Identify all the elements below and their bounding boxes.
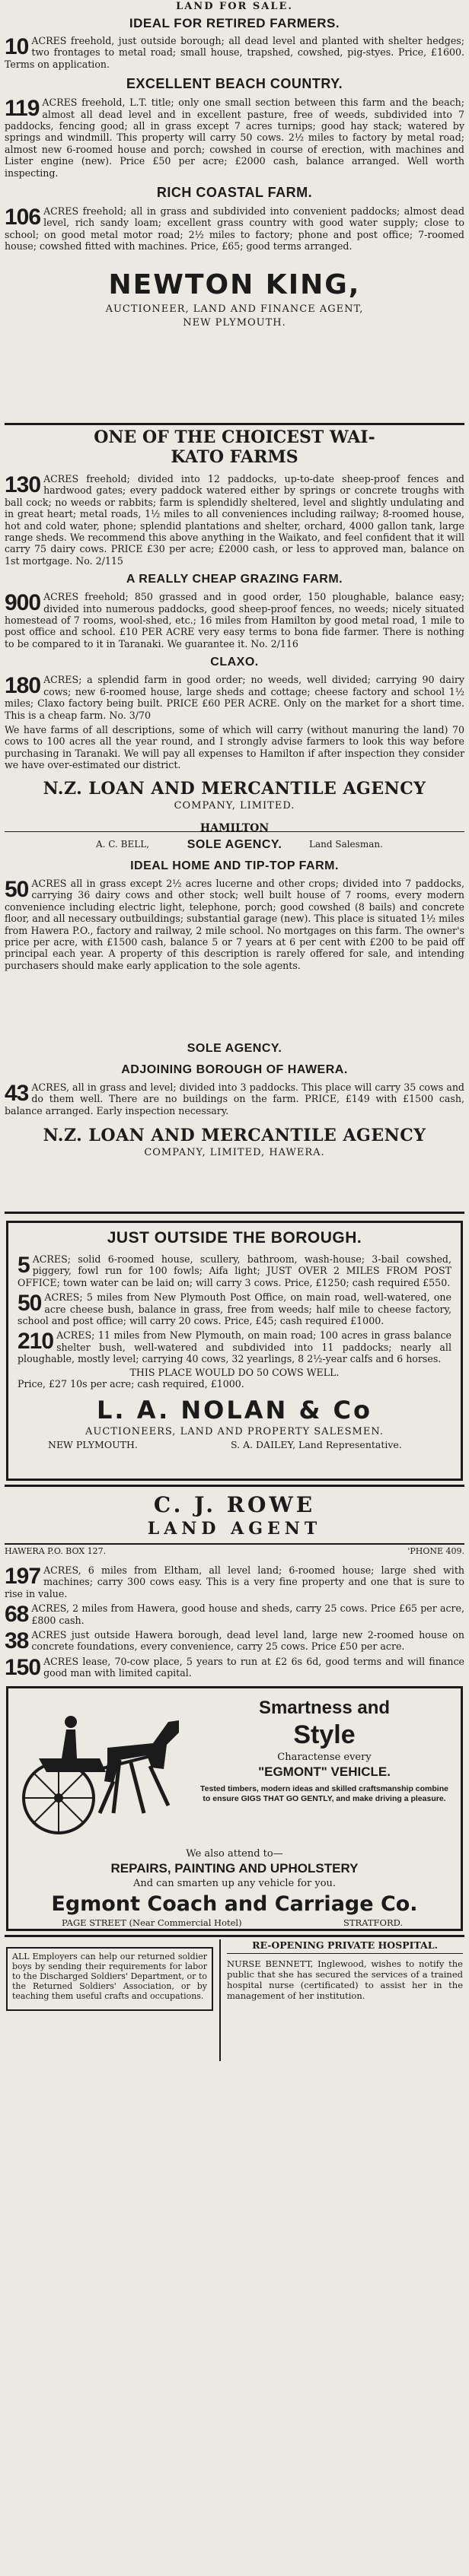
- agent-name: A. C. BELL,: [96, 838, 150, 850]
- listing-text: ACRES just outside Hawera borough, dead level land, large new 2-roomed house on concrete foundations, every convenience, carry 25 cows. Price £50 per acre.: [31, 1629, 464, 1653]
- listing: [5, 878, 464, 971]
- listing: [5, 473, 464, 567]
- rowe-box: HAWERA P.O. BOX 127.: [5, 1546, 107, 1556]
- listing-acres: 10: [5, 34, 29, 59]
- soldiers-notice: [6, 1947, 213, 2011]
- adjoining-heading: ADJOINING BOROUGH OF HAWERA.: [121, 1063, 348, 1076]
- smarten-line: And can smarten up any vehicle for you.: [132, 1878, 337, 1889]
- top-header: [5, 0, 464, 33]
- listing-acres: 43: [5, 1081, 29, 1106]
- rowe-contact: [5, 1543, 464, 1558]
- listing-text: ACRES freehold; all in grass and subdivided into convenient paddocks; almost dead level, rich sandy loam; excellent grass country with good water supply; close to school; on good metal motor road; 2½ miles to factory; phone and post office; 7-roomed house; cowshed fitted with machines. Price, £65; good terms arranged.: [5, 205, 464, 253]
- listing: [5, 1082, 464, 1116]
- listing-acres: 68: [5, 1602, 29, 1628]
- listing-text: ACRES, 6 miles from Eltham, all level land; 6-roomed house; large shed with machines; carry 300 cows easy. This is a very fine property and one that is sure to rise in value.: [5, 1564, 464, 1599]
- beach-country-heading: EXCELLENT BEACH COUNTRY.: [126, 76, 343, 92]
- listing-acres: 900: [5, 590, 41, 616]
- coach-address: [8, 1917, 461, 1930]
- egmont-vehicle: "EGMONT" VEHICLE.: [258, 1764, 391, 1779]
- listing: [5, 1629, 464, 1653]
- coach-street: PAGE STREET (Near Commercial Hotel): [62, 1917, 242, 1928]
- listing: [5, 591, 464, 650]
- listing-acres: 50: [18, 1291, 42, 1317]
- coach-town: STRATFORD.: [343, 1917, 404, 1928]
- hamilton-label: HAMILTON: [199, 821, 270, 834]
- nolan-town: NEW PLYMOUTH.: [48, 1438, 138, 1450]
- nolan-ad: [6, 1221, 463, 1481]
- listing-text: ACRES; 11 miles from New Plymouth, on main road; 100 acres in grass balance shelter bush, well-watered and subdivided into 11 paddocks; nearly all ploughable, mostly level; carrying 40 cows, 32 yearlings, 8 2½-year calfs and 6 horses.: [18, 1329, 451, 1365]
- listing-acres: 180: [5, 673, 41, 699]
- listing-acres: 197: [5, 1564, 41, 1589]
- listing-text: ACRES, 2 miles from Hawera, good house and sheds, carry 25 cows. Price £65 per acre, £800 cash.: [31, 1602, 464, 1626]
- waikato-heading-line1: ONE OF THE CHOICEST WAI-: [94, 427, 375, 447]
- sole-agency-hawera-ad: [5, 838, 464, 1039]
- listing-text: ACRES lease, 70-cow place, 5 years to run at £2 6s 6d, good terms and will finance good man with limited capital.: [43, 1655, 464, 1679]
- nz-loan-name: N.Z. LOAN AND MERCANTILE AGENCY: [43, 1126, 426, 1146]
- sole-agency-adjoining-ad: [5, 1042, 464, 1202]
- listing: [18, 1291, 451, 1326]
- sole-agency-heading: SOLE AGENCY.: [187, 838, 282, 851]
- retired-farmers-heading: IDEAL FOR RETIRED FARMERS.: [129, 16, 340, 30]
- divider: [5, 1935, 464, 1937]
- rowe-phone: 'PHONE 409.: [407, 1546, 464, 1556]
- rowe-ad: [5, 1492, 464, 1680]
- soldiers-notice-text: ALL Employers can help our returned soldier boys by sending their requirements for labor to the Discharged Soldiers' Department, or to the Returned Soldiers' Association, or by teaching them useful crafts and occupations.: [12, 1952, 207, 2001]
- listing: [5, 35, 464, 70]
- nz-loan-name: N.Z. LOAN AND MERCANTILE AGENCY: [43, 778, 426, 799]
- coach-description: Tested timbers, modern ideas and skilled craftsmanship combine to ensure GIGS THAT GO GENTLY, and make driving a pleasure.: [200, 1784, 448, 1803]
- listing-acres: 38: [5, 1628, 29, 1654]
- attend-line: We also attend to—: [186, 1848, 283, 1860]
- listing-text: ACRES freehold, just outside borough; all dead level and planted with shelter hedges; two frontages to metal road; small house, trapshed, cowshed, pig-styes. Price, £1600. Terms on application.: [5, 35, 464, 70]
- characterise-line: Charactense every: [277, 1752, 372, 1763]
- listing-text: ACRES; solid 6-roomed house, scullery, bathroom, wash-house; 3-bail cowshed, piggery, fowl run for 100 fowls; Aifa light; JUST OVER 2 MILES FROM POST OFFICE; town water can be laid on; will carry 3 cows. Price, £1250; cash required £550.: [18, 1253, 451, 1288]
- listing: [5, 1656, 464, 1679]
- listing-text: ACRES all in grass except 2½ acres lucerne and other crops; divided into 7 paddocks, carrying 36 dairy cows and other stock; well built house of 7 rooms, every modern convenience including electric light, telephone, porch; good cowshed (8 bails) and concrete floor, and all necessary outbuildings; substantial garage (new). This place is situated 1½ miles from Hawera P.O., factory and railway, 2 mile school. No mortgages on this farm. The owner's price per acre, with £1500 cash, balance 5 or 7 years at 6 per cent with £200 to be paid off principal each year. A property of this description is rarely offered for sale, and intending purchasers should make early application to the sole agents.: [5, 878, 464, 971]
- driver: [62, 1716, 77, 1758]
- listing-text: ACRES freehold, L.T. title; only one small section between this farm and the beach; almost all dead level and in excellent pasture, free of weeds, subdivided into 7 paddocks, fencing good; all in grass except 7 acres turnips; good hay stack; watered by springs and windmill. This property will carry 50 cows. 2½ miles to factory by metal road; almost new 6-roomed house and porch; cowshed in course of erection, with machines and Lister engine (new). Price £50 per acre; £2000 cash, balance arranged. Well worth inspecting.: [5, 97, 464, 179]
- nolan-price: Price, £27 10s per acre; cash required, £1000.: [18, 1377, 244, 1390]
- listing-acres: 210: [18, 1329, 54, 1355]
- waikato-heading: [5, 427, 464, 467]
- hospital-heading: RE-OPENING PRIVATE HOSPITAL.: [227, 1939, 463, 1954]
- grazing-farm-heading: A REALLY CHEAP GRAZING FARM.: [126, 573, 343, 586]
- claxo-heading: CLAXO.: [210, 656, 259, 669]
- smartness-heading: Smartness and: [258, 1698, 391, 1718]
- ideal-home-heading: IDEAL HOME AND TIP-TOP FARM.: [130, 859, 339, 872]
- land-for-sale-header: LAND FOR SALE.: [176, 1, 293, 12]
- listing-acres: 5: [18, 1253, 30, 1278]
- farms-note: We have farms of all descriptions, some of which will carry (without manuring the land) 70 cows to 100 acres all the year round, and I strongly advise farmers to look this way before purchasing in Taranaki. We will pay all expenses to Hamilton if after inspection they consider we have over-estimated our district.: [5, 723, 464, 771]
- outside-borough-heading: JUST OUTSIDE THE BOROUGH.: [107, 1229, 362, 1247]
- sole-agency-heading: SOLE AGENCY.: [187, 1042, 282, 1055]
- listing-text: ACRES freehold; 850 grassed and in good order, 150 ploughable, balance easy; divided into numerous paddocks, good sheep-proof fences, no weeds; nicely situated homestead of 7 rooms, wool-shed, etc.; 16 miles from Hamilton by good metal road, 1 mile to post office and school. £10 PER ACRE very easy terms to bona fide farmer. There is nothing to be compared to it in Taranaki. We guarantee it. No. 2/116: [5, 591, 464, 650]
- listing-text: ACRES; 5 miles from New Plymouth Post Office, on main road, well-watered, one acre cheese bush, balance in grass, free from weeds; half mile to cheese factory, school and post office; will carry 20 cows. Price, £45; cash required £1000.: [18, 1291, 451, 1327]
- newton-king-town: NEW PLYMOUTH.: [183, 316, 286, 329]
- horse-carriage-illustration: [16, 1699, 183, 1844]
- hospital-notice: [227, 1939, 463, 2061]
- column-separator: [219, 1939, 221, 2061]
- listing-text: ACRES freehold; divided into 12 paddocks, up-to-date sheep-proof fences and hardwood gates; every paddock watered either by springs or concrete troughs with ball cock; no weeds or rabbits; farm is splendidly sheltered, level and slightly undulating and in great heart; metal roads, 1½ miles to all conveniences including railway; 8-roomed house, hot and cold water, phone; splendid plantations and shelter, orchard, 4000 gallon tank, large range sheds. We recommend this above anything in the Waikato, and feel confident that it will carry 75 dairy cows. PRICE £30 per acre; £2000 cash, or less to approved man, balance on 1st mortgage. No. 2/115: [5, 473, 464, 567]
- listing-text: ACRES; a splendid farm in good order; no weeds, well divided; carrying 90 dairy cows; new 6-roomed house, large sheds and cottage; cheese factory and school 1½ miles; Claxo factory being built. PRICE £60 PER ACRE. Only on the market for a short time. This is a cheap farm. No. 3/70: [5, 674, 464, 721]
- horse-body: [104, 1720, 179, 1783]
- coach-text: [199, 1698, 450, 1804]
- rowe-title: LAND AGENT: [147, 1519, 322, 1539]
- style-heading: Style: [293, 1720, 356, 1749]
- nolan-footer: [18, 1439, 451, 1453]
- divider: [5, 1485, 464, 1487]
- waikato-heading-line2: KATO FARMS: [171, 447, 298, 467]
- divider: [5, 831, 464, 832]
- listing: [5, 1602, 464, 1626]
- newton-king-name: NEWTON KING,: [108, 268, 361, 300]
- listing-acres: 150: [5, 1654, 41, 1680]
- listing-acres: 106: [5, 205, 41, 230]
- nz-loan-hawera-sub: COMPANY, LIMITED, HAWERA.: [144, 1147, 325, 1159]
- coastal-farm-heading: RICH COASTAL FARM.: [156, 185, 313, 201]
- listing: [5, 97, 464, 179]
- bottom-columns: [5, 1939, 464, 2061]
- agent-role: Land Salesman.: [309, 838, 383, 850]
- nolan-sub: AUCTIONEERS, LAND AND PROPERTY SALESMEN.: [85, 1425, 384, 1437]
- listing-acres: 119: [5, 96, 40, 122]
- fifty-cows-line: THIS PLACE WOULD DO 50 COWS WELL.: [129, 1366, 340, 1378]
- listing-acres: 130: [5, 472, 41, 497]
- coach-footer: [8, 1848, 461, 1930]
- egmont-coach-name: Egmont Coach and Carriage Co.: [51, 1892, 418, 1916]
- egmont-coach-ad: [6, 1686, 463, 1931]
- divider: [5, 423, 464, 425]
- listing-text: ACRES, all in grass and level; divided into 3 paddocks. This place will carry 35 cows and do them well. There are no buildings on the farm. PRICE, £149 with £1500 cash, balance arranged. Early inspection necessary.: [5, 1082, 464, 1116]
- nz-loan-sub: COMPANY, LIMITED.: [174, 799, 295, 812]
- listing: [18, 1329, 451, 1364]
- newton-king-sub: AUCTIONEER, LAND AND FINANCE AGENT,: [105, 303, 364, 315]
- newton-king-ad: [5, 35, 464, 420]
- listing: [5, 1564, 464, 1599]
- hospital-text: NURSE BENNETT, Inglewood, wishes to notify the public that she has secured the services of a trained hospital nurse (certificated) to assist her in the management of her institution.: [227, 1958, 463, 2001]
- carriage-body: [39, 1758, 106, 1772]
- listing: [5, 205, 464, 253]
- divider: [5, 1212, 464, 1214]
- nolan-name: L. A. NOLAN & Co: [97, 1395, 372, 1425]
- nolan-rep: S. A. DAILEY, Land Representative.: [231, 1438, 402, 1450]
- listing-acres: 50: [5, 877, 29, 902]
- rowe-name: C. J. ROWE: [153, 1492, 316, 1517]
- listing: [18, 1253, 451, 1288]
- repairs-line: REPAIRS, PAINTING AND UPHOLSTERY: [110, 1861, 359, 1876]
- listing: [5, 674, 464, 721]
